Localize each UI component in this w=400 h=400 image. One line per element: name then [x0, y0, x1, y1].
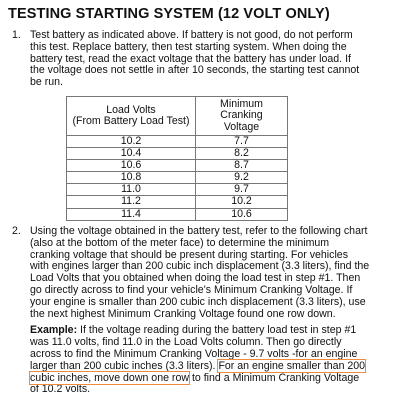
- example-line: of 10.2 volts.: [30, 383, 91, 396]
- example-text: If the voltage reading during the battery load test in step #1: [77, 324, 357, 337]
- step-1-text: [30, 30, 390, 89]
- highlighted-text: For an engine smaller than 200: [218, 359, 366, 372]
- table-row: [67, 184, 288, 196]
- load-volts-cell: 10.2: [67, 136, 196, 148]
- example-line: was 11.0 volts, find 11.0 in the Load Volts column. Then go directly: [30, 336, 342, 349]
- header-line: Voltage: [223, 120, 260, 133]
- page-title: TESTING STARTING SYSTEM (12 VOLT ONLY): [8, 6, 330, 22]
- header-line: (From Battery Load Test): [72, 115, 190, 127]
- table-header-row: [67, 97, 288, 136]
- table-row: [67, 208, 288, 220]
- example-text: to find a Minimum Cranking Voltage: [189, 371, 360, 384]
- cranking-voltage-cell: 10.2: [196, 196, 288, 208]
- step-2-line: (also at the bottom of the meter face) to determine the minimum: [30, 236, 330, 249]
- example-line: across to find the Minimum Cranking Voltage - 9.7 volts -for an engine: [30, 347, 358, 360]
- example-label: Example:: [30, 324, 78, 337]
- load-volts-cell: 11.4: [67, 208, 196, 220]
- load-volts-cell: 10.6: [67, 160, 196, 172]
- cranking-voltage-cell: 8.2: [196, 148, 288, 160]
- table-row: [67, 136, 288, 148]
- table-row: [67, 172, 288, 184]
- step-2-line: Load Volts that you obtained when doing the load test in step #1. Then: [30, 272, 361, 285]
- step-2-line: the next highest Minimum Cranking Voltage found one row down.: [30, 307, 336, 320]
- highlighted-text: cubic inches, move down one row: [30, 371, 189, 384]
- load-volts-header: [67, 97, 196, 136]
- load-volts-cell: 10.4: [67, 148, 196, 160]
- step-2-line: with engines larger than 200 cubic inch displacement (3.3 liters), find the: [30, 260, 370, 273]
- step-2-number: 2.: [12, 225, 21, 237]
- min-cranking-header: [196, 97, 288, 136]
- load-volts-cell: 10.8: [67, 172, 196, 184]
- cranking-voltage-cell: 8.7: [196, 160, 288, 172]
- header-line: Minimum: [220, 97, 263, 110]
- load-volts-cell: 11.0: [67, 184, 196, 196]
- step-2-line: your engine is smaller than 200 cubic inch displacement (3.3 liters), use: [30, 295, 366, 308]
- table-row: [67, 148, 288, 160]
- cranking-voltage-cell: 9.7: [196, 184, 288, 196]
- header-line: Cranking: [220, 109, 263, 122]
- table-row: [67, 196, 288, 208]
- step-2-line: Using the voltage obtained in the battery test, refer to the following chart: [30, 225, 368, 237]
- cranking-voltage-cell: 9.2: [196, 172, 288, 184]
- step-1-line: this test. Replace battery, then test starting system. When doing the: [30, 40, 347, 53]
- step-1-line: the voltage does not settle in after 10 seconds, the starting test cannot: [30, 64, 360, 77]
- cranking-voltage-table: [66, 96, 288, 221]
- cranking-voltage-cell: 10.6: [196, 208, 288, 220]
- step-2-text: [30, 226, 390, 396]
- step-1-line: be run.: [30, 76, 63, 89]
- table-row: [67, 160, 288, 172]
- example-text: larger than 200 cubic inches (3.3 liters).: [30, 359, 219, 372]
- step-2-line: cranking voltage that should be present during starting. For vehicles: [30, 248, 348, 261]
- step-1-line: Test battery as indicated above. If battery is not good, do not perform: [30, 29, 353, 41]
- cranking-voltage-cell: 7.7: [196, 136, 288, 148]
- header-line: Load Volts: [106, 103, 156, 116]
- step-1-number: 1.: [12, 29, 21, 41]
- load-volts-cell: 11.2: [67, 196, 196, 208]
- step-1-line: battery test, read the exact voltage that the battery has under load. If: [30, 52, 351, 65]
- step-2-line: go directly across to find your vehicle's Minimum Cranking Voltage. If: [30, 283, 353, 296]
